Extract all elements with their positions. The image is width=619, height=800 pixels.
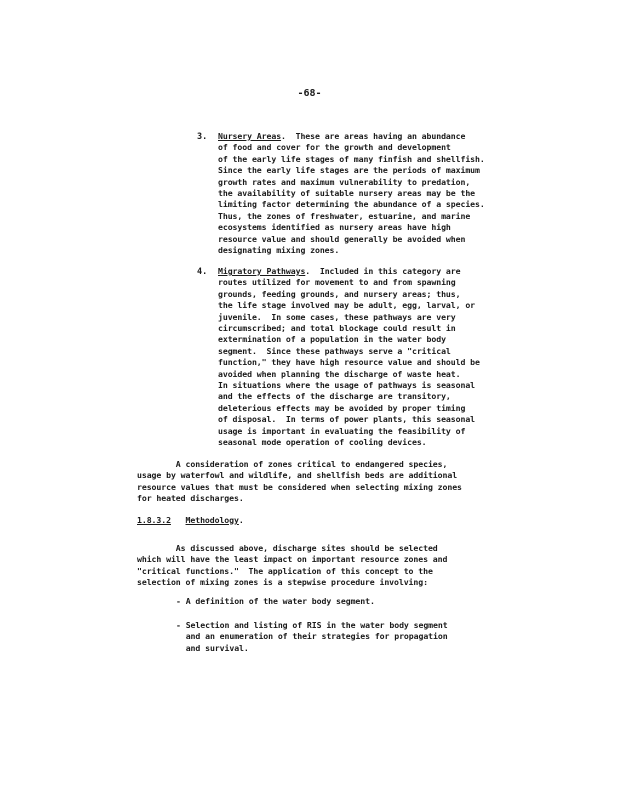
- text-line: grounds, feeding grounds, and nursery areas; thus,: [218, 288, 461, 299]
- section-heading: [137, 515, 244, 526]
- text-line: of food and cover for the growth and development: [218, 142, 451, 153]
- text-line: growth rates and maximum vulnerability to predation,: [218, 176, 471, 187]
- text-line: and the effects of the discharge are transitory,: [218, 391, 451, 402]
- item-4-migratory-pathways: [218, 266, 480, 449]
- text-line: designating mixing zones.: [218, 245, 340, 256]
- page-number: -68-: [297, 88, 322, 99]
- item-3-first-line-rest: . These are areas having an abundance: [281, 131, 466, 141]
- text-line: juvenile. In some cases, these pathways are very: [218, 311, 456, 322]
- text-line: In situations where the usage of pathways is seasonal: [218, 380, 476, 391]
- text-line: for heated discharges.: [137, 493, 244, 504]
- text-line: avoided when planning the discharge of waste heat.: [218, 368, 461, 379]
- text-line: As discussed above, discharge sites should be selected: [137, 543, 438, 553]
- text-line: resource values that must be considered when selecting mixing zones: [137, 481, 462, 492]
- text-line: of disposal. In terms of power plants, this seasonal: [218, 414, 476, 425]
- text-line: usage by waterfowl and wildlife, and shellfish beds are additional: [137, 470, 458, 481]
- section-title: Methodology: [185, 515, 239, 525]
- item-4-number: 4.: [197, 267, 208, 277]
- item-4-first-line-rest: . Included in this category are: [305, 266, 461, 276]
- text-line: selection of mixing zones is a stepwise procedure involving:: [137, 577, 428, 588]
- section-title-period: .: [238, 515, 244, 525]
- text-line: A consideration of zones critical to endangered species,: [137, 459, 448, 469]
- text-line: extermination of a population in the water body: [218, 334, 446, 345]
- text-line: resource value and should generally be avoided when: [218, 233, 466, 244]
- paragraph-methodology: [137, 543, 447, 589]
- text-line: - Selection and listing of RIS in the water body segment: [176, 620, 448, 630]
- text-line: circumscribed; and total blockage could result in: [218, 323, 456, 334]
- text-line: segment. Since these pathways serve a "critical: [218, 345, 451, 356]
- item-3-number: 3.: [197, 132, 208, 142]
- text-line: function," they have high resource value and should be: [218, 357, 480, 368]
- text-line: ecosystems identified as nursery areas have high: [218, 222, 451, 233]
- text-line: Since the early life stages are the periods of maximum: [218, 165, 480, 176]
- text-line: which will have the least impact on important resource zones and: [137, 554, 448, 565]
- text-line: usage is important in evaluating the feasibility of: [218, 425, 466, 436]
- item-3-nursery-areas: [218, 131, 485, 256]
- text-line: limiting factor determining the abundance of a species.: [218, 199, 485, 210]
- text-line: deleterious effects may be avoided by proper timing: [218, 402, 466, 413]
- text-line: and survival.: [176, 642, 249, 653]
- text-line: and an enumeration of their strategies for propagation: [176, 631, 448, 642]
- section-number: 1.8.3.2: [137, 515, 171, 525]
- text-line: the availability of suitable nursery areas may be the: [218, 188, 476, 199]
- text-line: the life stage involved may be adult, egg, larval, or: [218, 300, 476, 311]
- text-line: Thus, the zones of freshwater, estuarine, and marine: [218, 210, 471, 221]
- bullet-water-body-segment: [176, 596, 375, 607]
- item-3-title: Nursery Areas: [218, 131, 282, 141]
- text-line: routes utilized for movement to and from spawning: [218, 277, 456, 288]
- item-4-title: Migratory Pathways: [218, 266, 306, 276]
- section-heading-line: [137, 515, 244, 526]
- text-line: seasonal mode operation of cooling devices.: [218, 437, 427, 448]
- text-line: of the early life stages of many finfish and shellfish.: [218, 153, 485, 164]
- paragraph-endangered-species: [137, 459, 462, 505]
- text-line: - A definition of the water body segment.: [176, 596, 375, 606]
- item-3-first-line: [218, 131, 485, 142]
- text-line: "critical functions." The application of this concept to the: [137, 565, 433, 576]
- bullet-ris-selection: [176, 620, 448, 654]
- item-4-first-line: [218, 266, 480, 277]
